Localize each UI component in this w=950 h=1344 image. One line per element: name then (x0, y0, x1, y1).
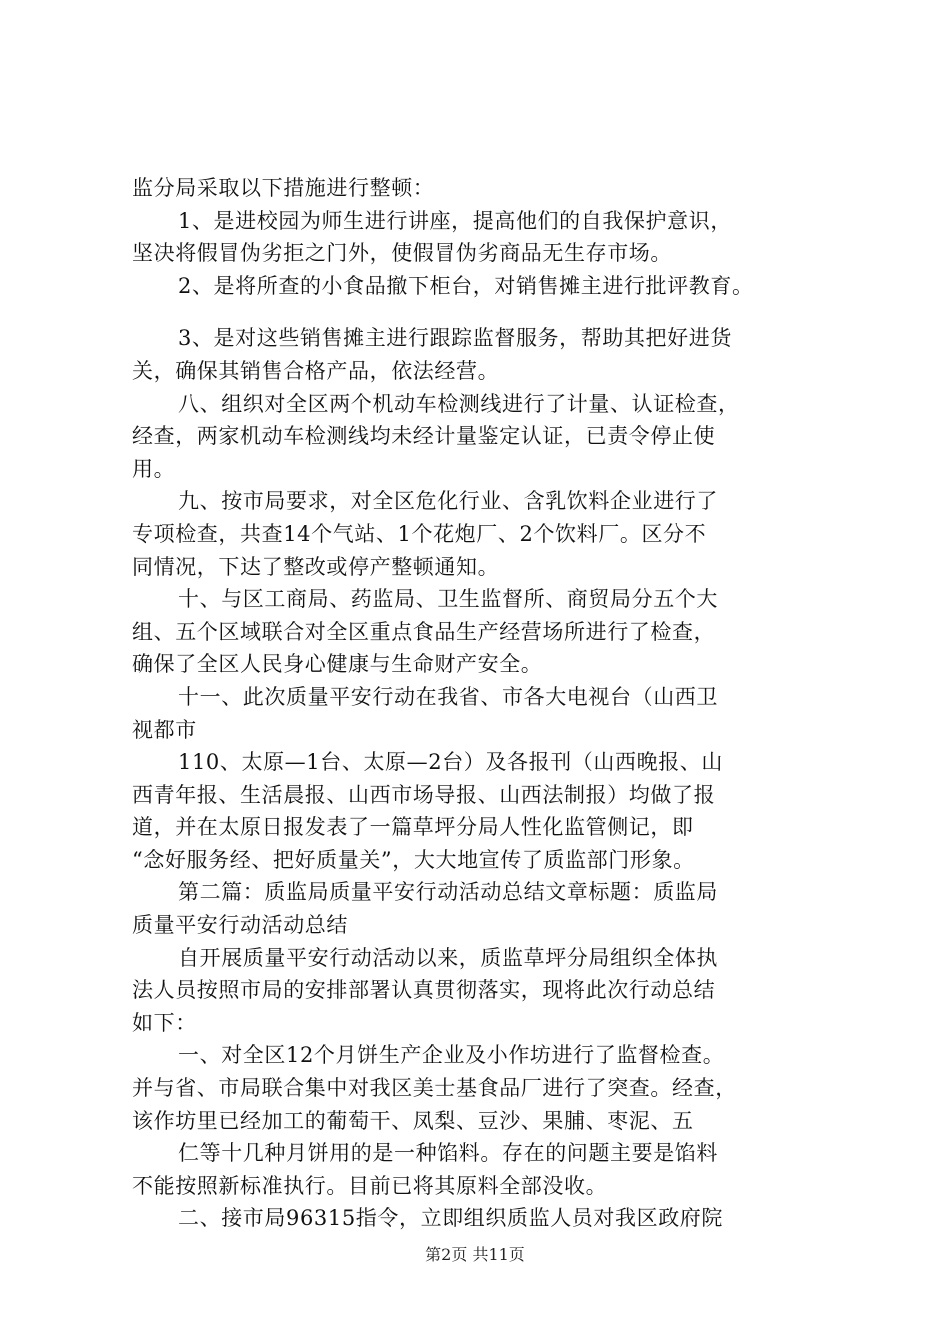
text-line: 坚决将假冒伪劣拒之门外，使假冒伪劣商品无生存市场。 (132, 241, 672, 266)
text-line: 八、组织对全区两个机动车检测线进行了计量、认证检查， (178, 391, 740, 416)
text-line: 第二篇：质监局质量平安行动活动总结文章标题：质监局 (178, 880, 718, 905)
text-line: 该作坊里已经加工的葡萄干、凤梨、豆沙、果脯、枣泥、五 (132, 1108, 694, 1133)
text-line: 不能按照新标准执行。目前已将其原料全部没收。 (132, 1173, 608, 1198)
text-line: 道，并在太原日报发表了一篇草坪分局人性化监管侧记，即 (132, 815, 694, 840)
text-line: 十、与区工商局、药监局、卫生监督所、商贸局分五个大 (178, 587, 718, 612)
text-line: 西青年报、生活晨报、山西市场导报、山西法制报）均做了报 (132, 782, 716, 807)
text-line: 一、对全区12个月饼生产企业及小作坊进行了监督检查。 (178, 1043, 725, 1068)
text-line: 并与省、市局联合集中对我区美士基食品厂进行了突查。经查， (132, 1076, 737, 1101)
text-line: 视都市 (132, 717, 197, 742)
text-line: 1、是进校园为师生进行讲座，提高他们的自我保护意识， (178, 208, 732, 233)
text-line: “念好服务经、把好质量关”，大大地宣传了质监部门形象。 (132, 847, 695, 872)
text-line: 专项检查，共查14个气站、1个花炮厂、2个饮料厂。区分不 (132, 521, 707, 546)
text-line: 自开展质量平安行动活动以来，质监草坪分局组织全体执 (178, 945, 718, 970)
text-line: 经查，两家机动车检测线均未经计量鉴定认证，已责令停止使 (132, 424, 716, 449)
text-line: 确保了全区人民身心健康与生命财产安全。 (132, 652, 543, 677)
text-line: 如下： (132, 1010, 197, 1035)
text-line: 同情况，下达了整改或停产整顿通知。 (132, 554, 500, 579)
text-line: 关，确保其销售合格产品，依法经营。 (132, 358, 500, 383)
text-line: 用。 (132, 456, 176, 481)
text-line: 110、太原—1台、太原—2台）及各报刊（山西晚报、山 (178, 750, 724, 775)
page-footer: 第2页 共11页 (425, 1245, 525, 1264)
text-line: 质量平安行动活动总结 (132, 913, 348, 938)
text-line: 法人员按照市局的安排部署认真贯彻落实，现将此次行动总结 (132, 978, 716, 1003)
document-body (132, 172, 852, 1235)
text-line: 仁等十几种月饼用的是一种馅料。存在的问题主要是馅料 (178, 1141, 718, 1166)
text-line: 3、是对这些销售摊主进行跟踪监督服务，帮助其把好进货 (178, 326, 732, 351)
text-line: 监分局采取以下措施进行整顿： (132, 176, 435, 200)
text-line: 二、接市局96315指令，立即组织质监人员对我区政府院 (178, 1206, 724, 1231)
text-line: 组、五个区域联合对全区重点食品生产经营场所进行了检查， (132, 619, 716, 644)
text-line (132, 302, 852, 322)
text-line: 九、按市局要求，对全区危化行业、含乳饮料企业进行了 (178, 489, 718, 514)
text-line: 十一、此次质量平安行动在我省、市各大电视台（山西卫 (178, 684, 718, 709)
text-line: 2、是将所查的小食品撤下柜台，对销售摊主进行批评教育。 (178, 273, 754, 298)
